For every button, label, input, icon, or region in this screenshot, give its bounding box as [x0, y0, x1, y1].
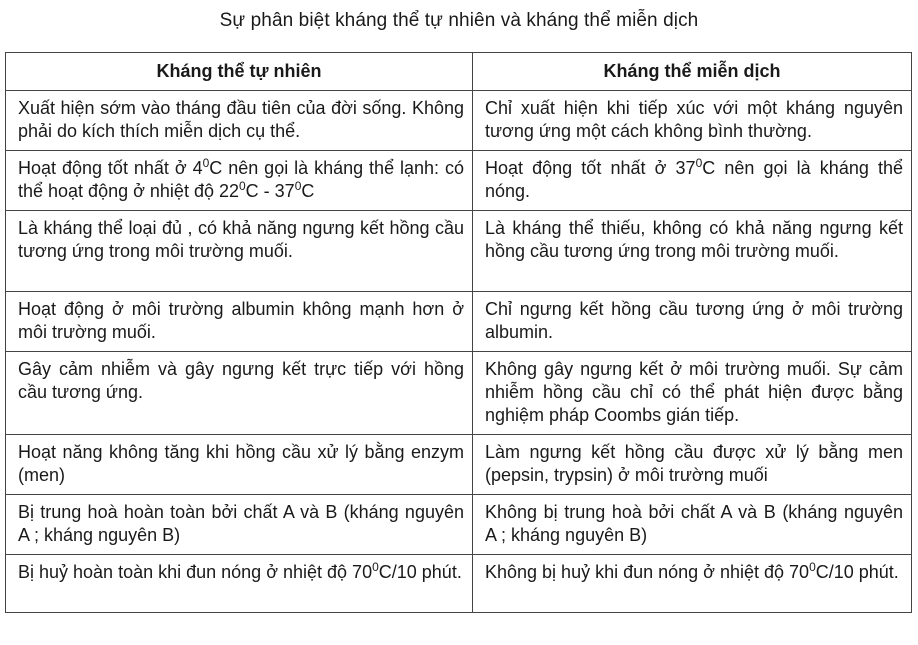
- cell-immune: Chỉ ngưng kết hồng cầu tương ứng ở môi trường albumin.: [473, 292, 912, 352]
- degree-superscript: 0: [695, 156, 703, 170]
- cell-natural: Hoạt năng không tăng khi hồng cầu xử lý bằng enzym (men): [6, 435, 473, 495]
- cell-immune: Không gây ngưng kết ở môi trường muối. Sự cảm nhiễm hồng cầu chỉ có thể phát hiện được bằng nghiệm pháp Coombs gián tiếp.: [473, 352, 912, 435]
- cell-immune: [473, 151, 912, 211]
- degree-superscript: 0: [809, 560, 816, 574]
- comparison-table: [5, 52, 912, 613]
- cell-immune: Là kháng thể thiếu, không có khả năng ngưng kết hồng cầu tương ứng trong môi trường muối.: [473, 211, 912, 292]
- cell-text: Không bị huỷ khi đun nóng ở nhiệt độ 70: [485, 562, 810, 582]
- cell-immune: [473, 555, 912, 613]
- cell-natural: Là kháng thể loại đủ , có khả năng ngưng kết hồng cầu tương ứng trong môi trường muối.: [6, 211, 473, 292]
- cell-text: Bị huỷ hoàn toàn khi đun nóng ở nhiệt độ 70: [18, 562, 373, 582]
- degree-superscript: 0: [238, 179, 246, 193]
- table-row: [6, 292, 912, 352]
- table-row: [6, 555, 912, 613]
- cell-immune: Làm ngưng kết hồng cầu được xử lý bằng men (pepsin, trypsin) ở môi trường muối: [473, 435, 912, 495]
- table-title: Sự phân biệt kháng thể tự nhiên và kháng thể miễn dịch: [219, 10, 699, 31]
- cell-natural: [6, 151, 473, 211]
- cell-text: C nên gọi là kháng thể nóng.: [485, 158, 903, 201]
- cell-text: C/10 phút.: [815, 562, 899, 582]
- cell-text: Hoạt động tốt nhất ở 4: [18, 158, 203, 178]
- table-row: [6, 495, 912, 555]
- cell-text: Hoạt động tốt nhất ở 37: [485, 158, 696, 178]
- cell-natural: [6, 555, 473, 613]
- table-row: [6, 352, 912, 435]
- cell-text: C: [301, 181, 315, 201]
- table-row: [6, 211, 912, 292]
- cell-text: C nên gọi là kháng thể lạnh: có thể hoạt động ở nhiệt độ 22: [18, 158, 464, 201]
- cell-natural: Xuất hiện sớm vào tháng đầu tiên của đời sống. Không phải do kích thích miễn dịch cụ thể.: [6, 91, 473, 151]
- cell-natural: Gây cảm nhiễm và gây ngưng kết trực tiếp với hồng cầu tương ứng.: [6, 352, 473, 435]
- cell-natural: Hoạt động ở môi trường albumin không mạnh hơn ở môi trường muối.: [6, 292, 473, 352]
- cell-text: C/10 phút.: [378, 562, 462, 582]
- degree-superscript: 0: [372, 560, 379, 574]
- cell-immune: Không bị trung hoà bởi chất A và B (kháng nguyên A ; kháng nguyên B): [473, 495, 912, 555]
- cell-natural: Bị trung hoà hoàn toàn bởi chất A và B (kháng nguyên A ; kháng nguyên B): [6, 495, 473, 555]
- header-natural-antibody: Kháng thể tự nhiên: [6, 53, 473, 91]
- cell-text: C - 37: [245, 181, 295, 201]
- table-row: [6, 151, 912, 211]
- header-immune-antibody: Kháng thể miễn dịch: [473, 53, 912, 91]
- table-row: [6, 91, 912, 151]
- degree-superscript: 0: [202, 156, 210, 170]
- table-header-row: [6, 53, 912, 91]
- degree-superscript: 0: [294, 179, 302, 193]
- table-row: [6, 435, 912, 495]
- cell-immune: Chỉ xuất hiện khi tiếp xúc với một kháng nguyên tương ứng một cách không bình thường.: [473, 91, 912, 151]
